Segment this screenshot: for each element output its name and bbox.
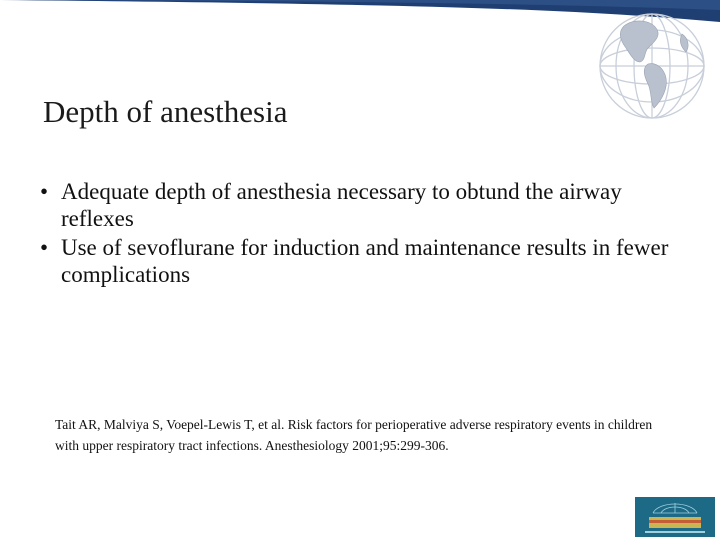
reference-citation: Tait AR, Malviya S, Voepel-Lewis T, et al. Risk factors for perioperative adverse respiratory events in children with upper respiratory tract infections. Anesthesiology 2001;95:299-306.: [55, 417, 653, 453]
bullet-item: [40, 178, 680, 232]
society-logo: [635, 497, 715, 537]
bullet-list: [40, 178, 680, 290]
bullet-item: [40, 234, 680, 288]
bullet-marker: •: [40, 235, 49, 260]
globe-icon: [590, 4, 715, 129]
bullet-text: Use of sevoflurane for induction and maintenance results in fewer complications: [61, 235, 669, 287]
slide-title: Depth of anesthesia: [43, 94, 288, 129]
bullet-text: Adequate depth of anesthesia necessary to obtund the airway reflexes: [61, 179, 622, 231]
bullet-marker: •: [40, 179, 49, 204]
